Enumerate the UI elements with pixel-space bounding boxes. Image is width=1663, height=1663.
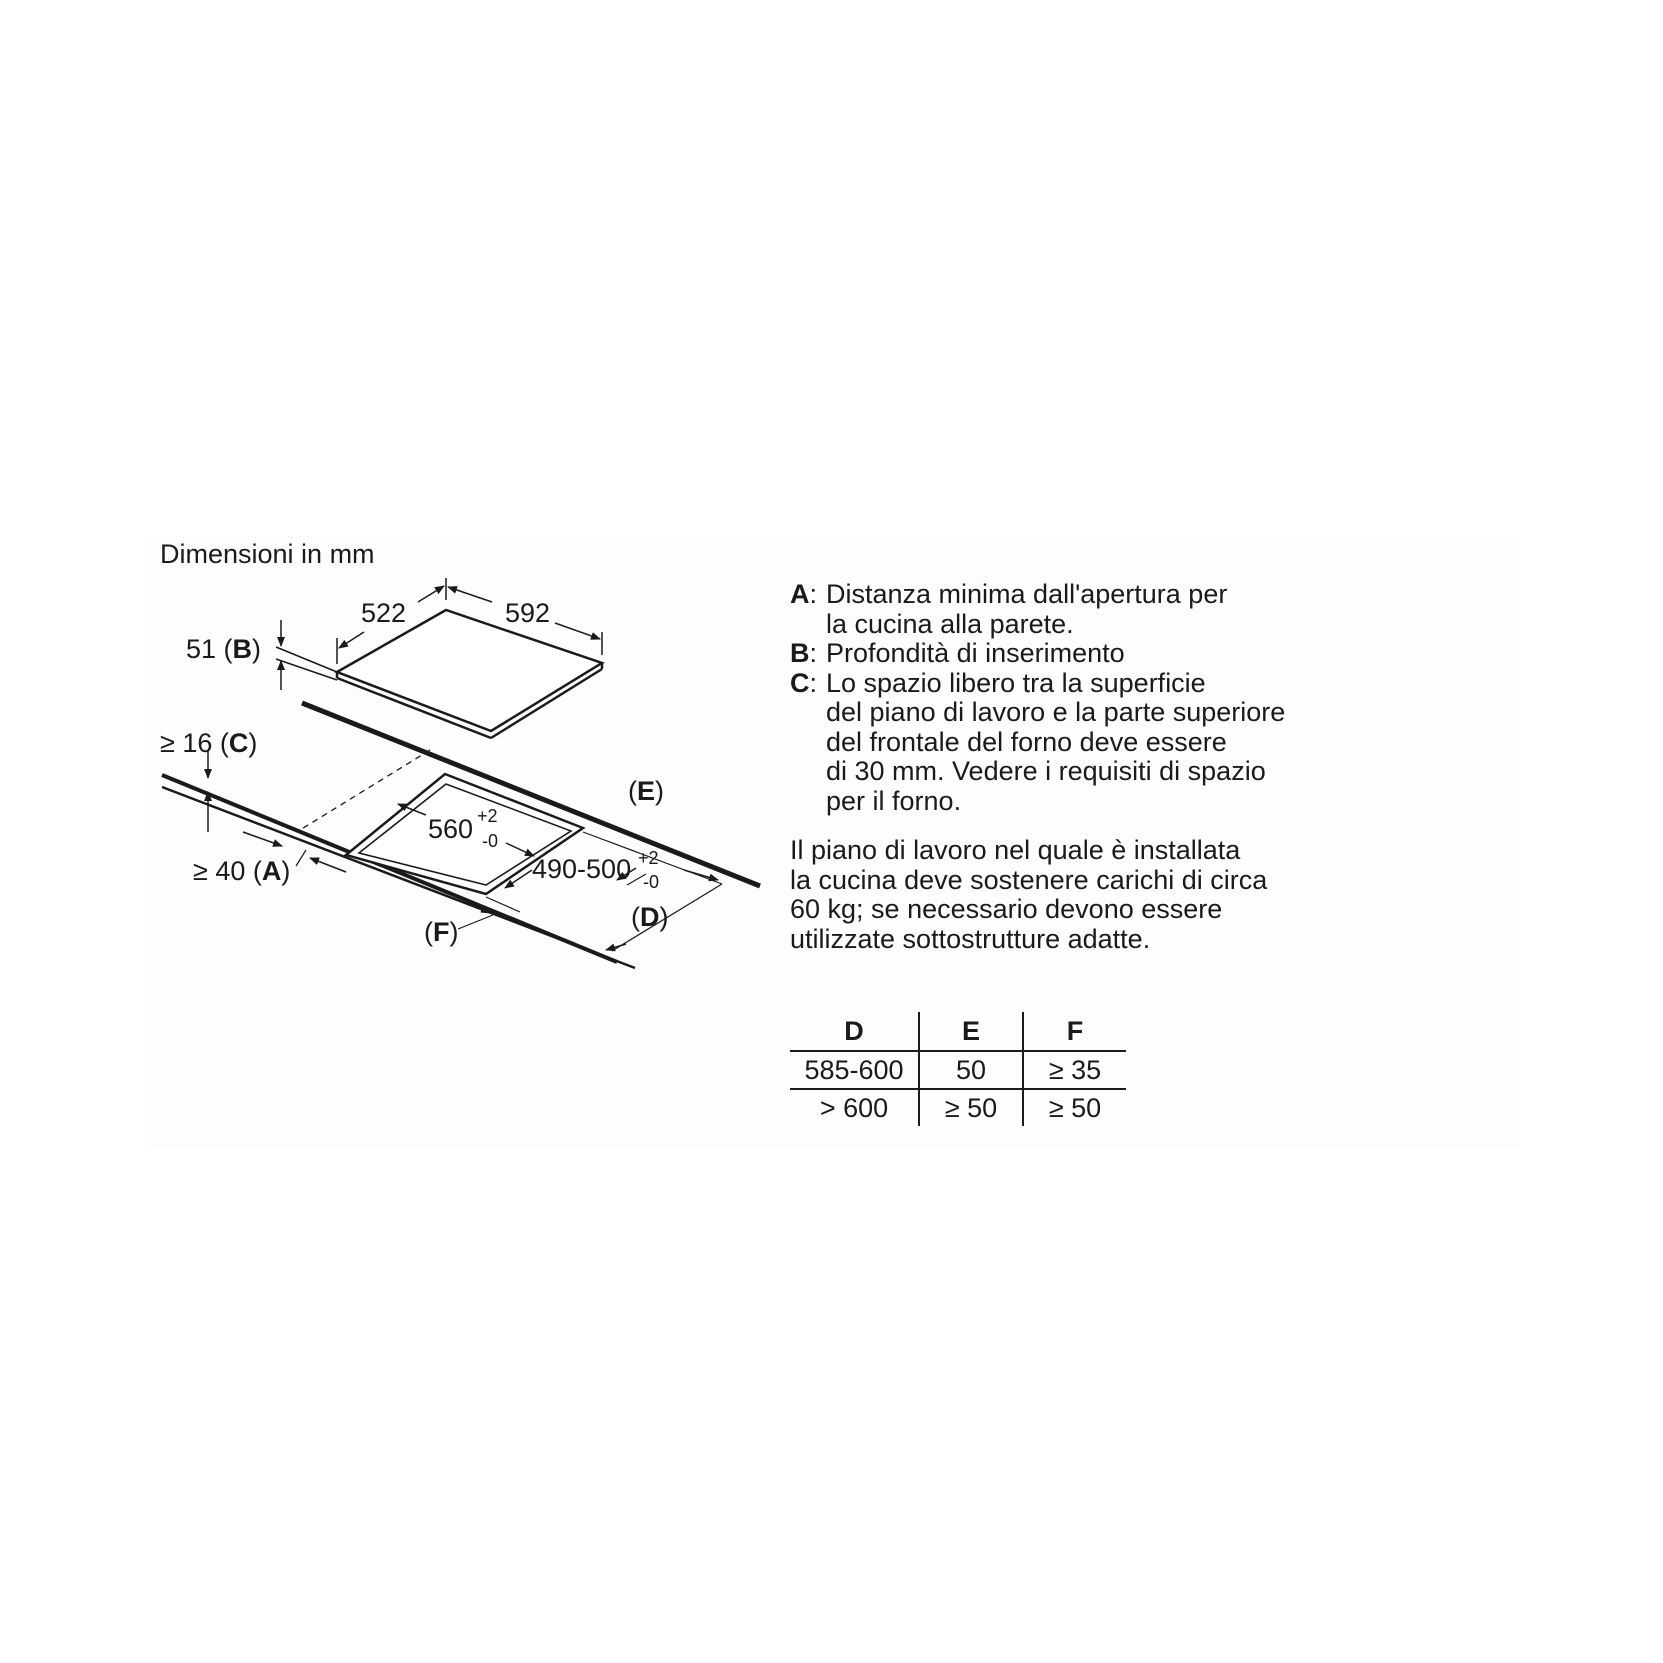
dim-wall-distance-label: ≥ 40 (A) — [193, 856, 291, 886]
note-line: utilizzate sottostrutture adatte. — [790, 923, 1151, 954]
dim-f-label: (F) — [424, 917, 459, 947]
dim-hob-depth-arrow-a — [339, 632, 364, 648]
table-header-e: E — [919, 1012, 1023, 1051]
dim-hob-width-label: 592 — [505, 598, 551, 628]
legend-text-line: Lo spazio libero tra la superficie — [826, 667, 1206, 698]
dim-d-label: (D) — [631, 902, 669, 932]
legend-key: C: — [790, 667, 818, 698]
dim-f — [424, 903, 493, 947]
note-line: la cucina deve sostenere carichi di circa — [790, 864, 1268, 895]
legend-key: B: — [790, 638, 818, 668]
table-header-f: F — [1023, 1012, 1126, 1051]
note-line: Il piano di lavoro nel quale è installata — [790, 835, 1241, 865]
note-line: 60 kg; se necessario devono essere — [790, 894, 1223, 924]
legend-text-line: la cucina alla parete. — [826, 608, 1074, 639]
dim-cutout-depth-value: 490-500 — [532, 854, 632, 884]
dim-wall-arrow-b — [310, 858, 346, 872]
table-cell: ≥ 50 — [919, 1089, 1023, 1126]
legend — [790, 580, 1285, 816]
hob-top-surface — [337, 610, 602, 731]
legend-item-b — [790, 639, 1285, 669]
table-header-row — [790, 1012, 1126, 1051]
dim-cutout-width-value: 560 — [428, 814, 474, 844]
dim-hob-width-arrow-a — [448, 587, 492, 602]
table-row — [790, 1089, 1126, 1126]
hob — [337, 610, 602, 738]
dim-insertion-label: 51 (B) — [186, 634, 262, 664]
legend-item-a — [790, 580, 1285, 639]
legend-text-line: Profondità di inserimento — [826, 638, 1125, 668]
dim-hob-depth-arrow-b — [418, 586, 444, 602]
table-cell: 50 — [919, 1051, 1023, 1089]
table-cell: ≥ 35 — [1023, 1051, 1126, 1089]
legend-text-line: di 30 mm. Vedere i requisiti di spazio — [826, 756, 1266, 786]
dim-wall-arrow-a — [243, 832, 282, 846]
legend-text-line: Distanza minima dall'apertura per — [826, 579, 1228, 609]
units-label: Dimensioni in mm — [160, 539, 375, 569]
dim-e-label: (E) — [628, 776, 665, 806]
spacing-table — [790, 1012, 1126, 1126]
dim-clearance-label: ≥ 16 (C) — [160, 728, 258, 758]
table-header-d: D — [790, 1012, 919, 1051]
dim-hob-depth-label: 522 — [361, 598, 407, 628]
dim-cutout-depth-tol-plus: +2 — [638, 848, 659, 868]
load-note — [790, 836, 1267, 954]
dim-d — [606, 884, 722, 951]
table-cell: > 600 — [790, 1089, 919, 1126]
dim-cutout-width-tol-minus: -0 — [482, 831, 499, 851]
dim-hob-width-arrow-b — [555, 623, 600, 639]
dim-cutout-depth-arrow-b — [684, 870, 718, 880]
legend-text-line: per il forno. — [826, 785, 962, 816]
legend-text-line: del piano di lavoro e la parte superiore — [826, 697, 1286, 727]
legend-key: A: — [790, 579, 818, 609]
legend-text-line: del frontale del forno deve essere — [826, 726, 1227, 757]
dim-cutout-width-tol-plus: +2 — [477, 806, 498, 826]
legend-item-c — [790, 669, 1285, 817]
table-cell: ≥ 50 — [1048, 1092, 1102, 1123]
table-cell: 585-600 — [790, 1051, 919, 1089]
dim-insertion-depth — [186, 620, 337, 690]
table-row — [790, 1051, 1126, 1089]
dim-cutout-depth-tol-minus: -0 — [643, 872, 660, 892]
